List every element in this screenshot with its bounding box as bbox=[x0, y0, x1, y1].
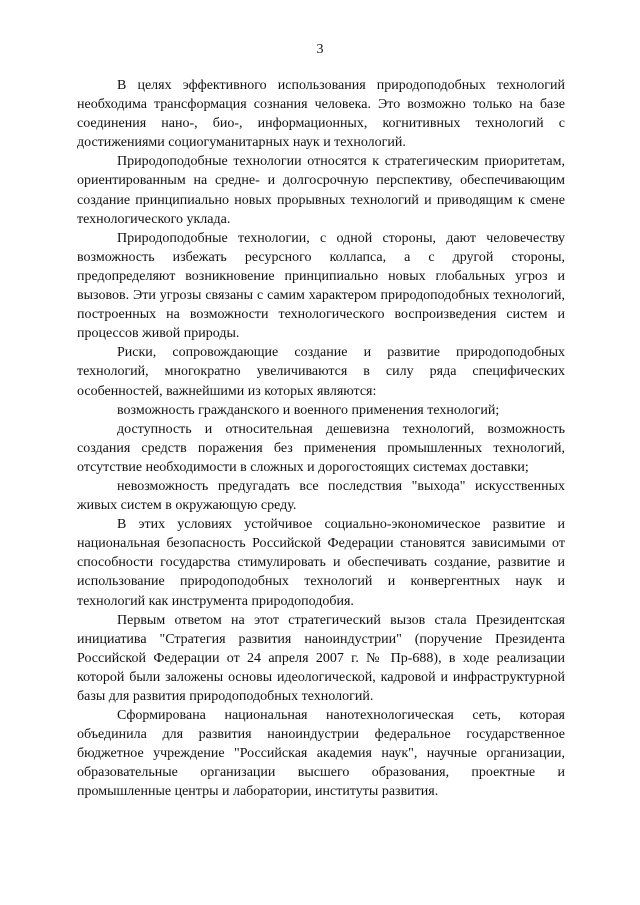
paragraph-nbic-convergence: В целях эффективного использования природоподобных технологий необходима трансформация сознания человека. Это возможно только на базе соединения нано-, био-, информационных, когнитивных технологий с достижениями социогуманитарных наук и технологий. bbox=[77, 78, 565, 151]
paragraph-strategic-priorities: Природоподобные технологии относятся к стратегическим приоритетам, ориентированным на средне- и долгосрочную перспективу, обеспечивающим создание принципиально новых прорывных технологий и приводящим к смене технологического уклада. bbox=[77, 154, 565, 227]
list-item-accessibility: доступность и относительная дешевизна технологий, возможность создания средств поражения без применения промышленных технологий, отсутствие необходимости в сложных и дорогостоящих системах доставки; bbox=[77, 421, 565, 475]
paragraph-risks-intro: Риски, сопровождающие создание и развитие природоподобных технологий, многократно увеличиваются в силу ряда специфических особенностей, важнейшими из которых являются: bbox=[77, 345, 565, 399]
document-body bbox=[77, 76, 565, 802]
paragraph-national-security: В этих условиях устойчивое социально-экономическое развитие и национальная безопасность Российской Федерации становятся зависимыми от способности государства стимулировать и обеспечивать создание, развитие и использование природоподобных технологий и конвергентных наук и технологий как инструмента природоподобия. bbox=[77, 517, 565, 609]
paragraph-nanotech-network: Сформирована национальная нанотехнологическая сеть, которая объединила для развития наноиндустрии федеральное государственное бюджетное учреждение "Российская академия наук", научные организации, образовательные организации высшего образования, проектные и промышленные центры и лаборатории, институты развития. bbox=[77, 708, 565, 800]
list-item-unpredictability: невозможность предугадать все последствия "выхода" искусственных живых систем в окружающую среду. bbox=[77, 478, 565, 514]
page-number: 3 bbox=[316, 42, 324, 57]
list-item-dual-use: возможность гражданского и военного применения технологий; bbox=[117, 402, 500, 418]
paragraph-global-threats: Природоподобные технологии, с одной стороны, дают человечеству возможность избежать ресурсного коллапса, а с другой стороны, предопределяют возникновение принципиально новых глобальных угроз и вызовов. Эти угрозы связаны с самим характером природоподобных технологий, построенных на возможности технологического воспроизведения систем и процессов живой природы. bbox=[77, 230, 565, 342]
paragraph-presidential-initiative: Первым ответом на этот стратегический вызов стала Президентская инициатива "Стратегия развития наноиндустрии" (поручение Президента Российской Федерации от 24 апреля 2007 г. № Пр-688), в ходе реализации которой были заложены основы идеологической, кадровой и инфраструктурной базы для развития природоподобных технологий. bbox=[77, 612, 565, 704]
